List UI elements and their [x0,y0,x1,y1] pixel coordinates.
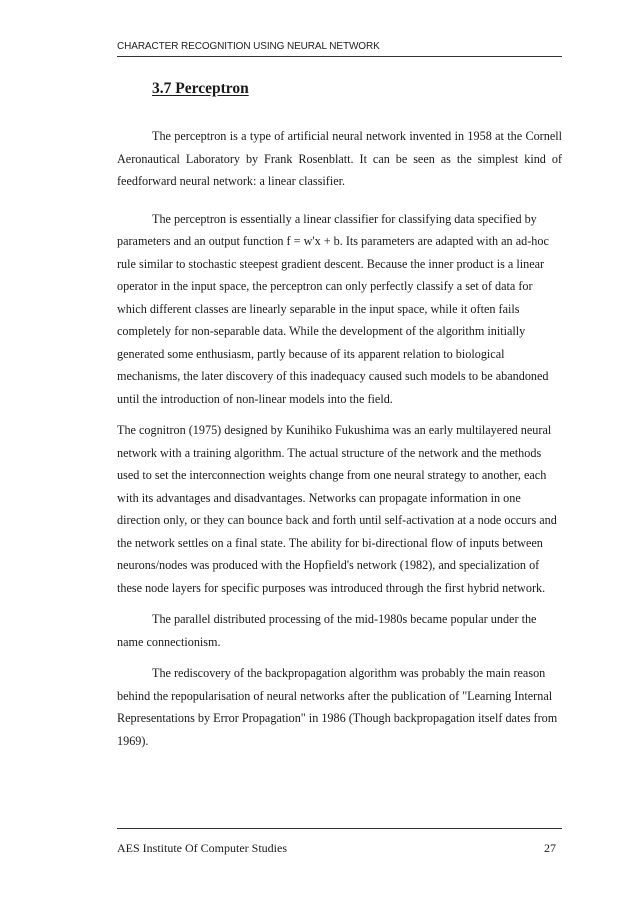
page-number: 27 [544,841,556,855]
footer-institute: AES Institute Of Computer Studies [117,841,287,855]
paragraph-connectionism: The parallel distributed processing of the mid-1980s became popular under the name connectionism. [117,612,537,649]
paragraph-backpropagation: The rediscovery of the backpropagation algorithm was probably the main reason behind the repopularisation of neural networks after the publication of "Learning Internal Representations by Error Propagation" in 1986 (Though backpropagation itself dates from 1969). [117,666,558,748]
paragraph-cognitron: The cognitron (1975) designed by Kunihiko Fukushima was an early multilayered neural network with a training algorithm. The actual structure of the network and the methods used to set the interconnection weights change from one neural strategy to another, each with its advantages and disadvantages. Networks can propagate information in one direction only, or they can bounce back and forth until self-activation at a node occurs and the network settles on a final state. The ability for bi-directional flow of inputs between neurons/nodes was produced with the Hopfield's network (1982), and specialization of these node layers for specific purposes was introduced through the first hybrid network. [117,423,557,595]
section-heading: 3.7 Perceptron [152,80,249,97]
page-header [117,41,562,57]
running-title: CHARACTER RECOGNITION USING NEURAL NETWORK [117,41,380,52]
paragraph-perceptron-intro: The perceptron is a type of artificial neural network invented in 1958 at the Cornell Aeronautical Laboratory by Frank Rosenblatt. It can be seen as the simplest kind of feedforward neural network: a linear classifier. [117,129,562,188]
paragraph-linear-classifier: The perceptron is essentially a linear classifier for classifying data specified by parameters and an output function f = w'x + b. Its parameters are adapted with an ad-hoc rule similar to stochastic steepest gradient descent. Because the inner product is a linear operator in the input space, the perceptron can only perfectly classify a set of data for which different classes are linearly separable in the input space, while it often fails completely for non-separable data. While the development of the algorithm initially generated some enthusiasm, partly because of its apparent relation to biological mechanisms, the later discovery of this inadequacy caused such models to be abandoned until the introduction of non-linear models into the field. [117,211,549,406]
page-footer [117,828,562,856]
body-text [117,125,562,752]
